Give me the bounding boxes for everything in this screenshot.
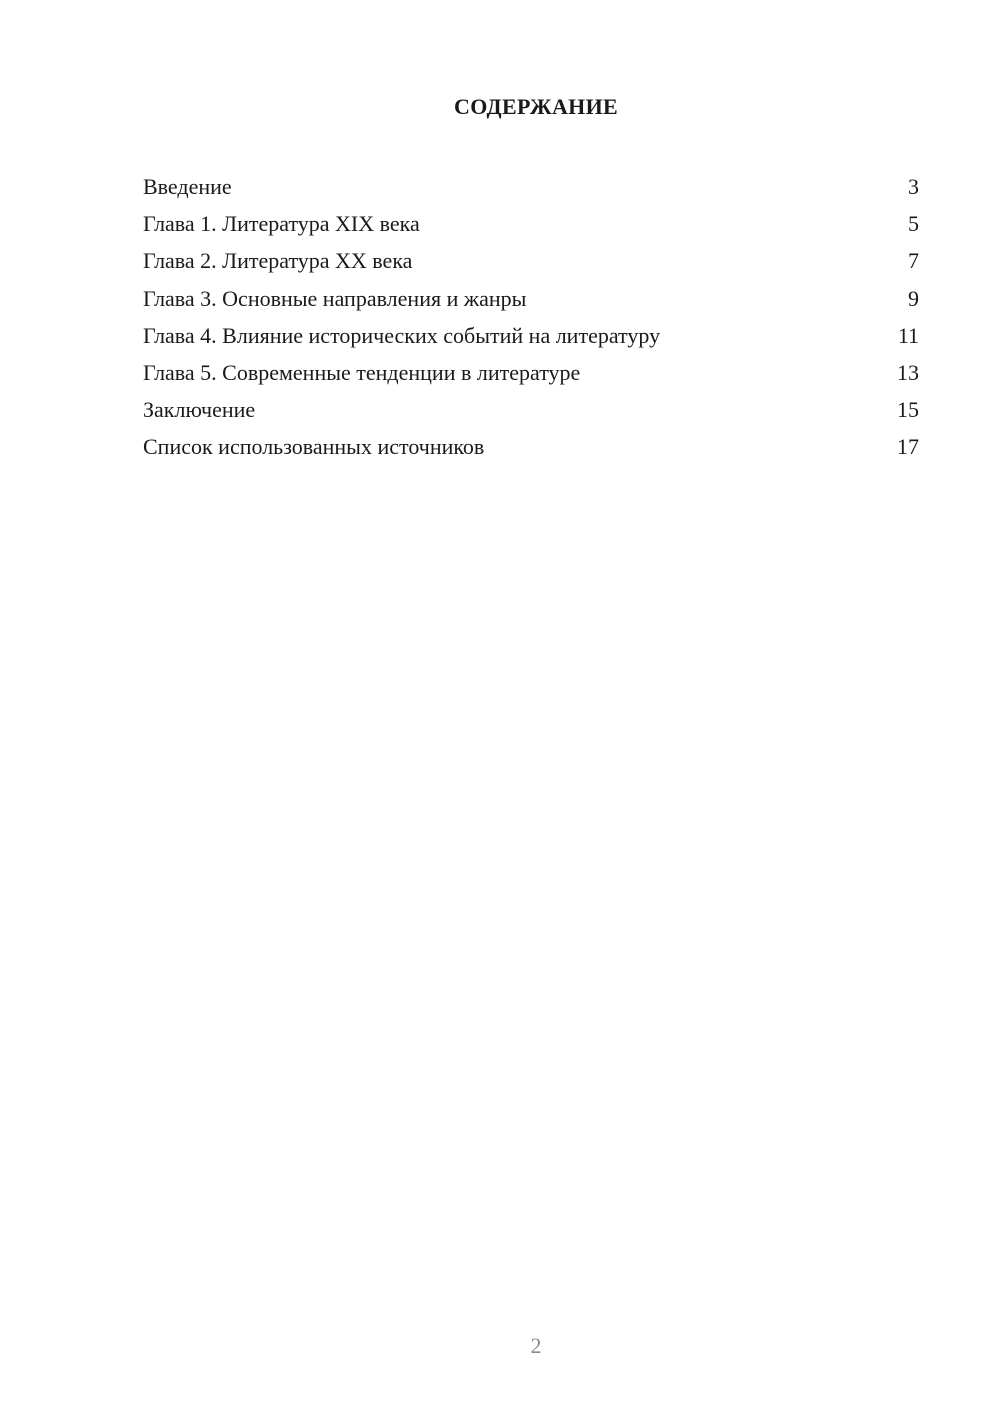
toc-entry bbox=[143, 242, 919, 279]
toc-entry bbox=[143, 354, 919, 391]
toc-entry-label: Глава 3. Основные направления и жанры bbox=[143, 285, 527, 311]
toc-entry-label: Введение bbox=[143, 174, 232, 199]
toc-entry-label: Заключение bbox=[143, 397, 256, 423]
toc-entry-page: 3 bbox=[908, 174, 919, 199]
toc-entry-label: Глава 2. Литература XX века bbox=[143, 248, 413, 274]
toc-entry bbox=[143, 168, 919, 205]
toc-entry-page: 7 bbox=[908, 248, 919, 274]
toc-entry-label: Глава 4. Влияние исторических событий на литературу bbox=[143, 322, 661, 348]
toc-entry-page: 5 bbox=[908, 211, 919, 237]
toc-entry-page: 13 bbox=[897, 359, 919, 385]
toc-entry-page: 11 bbox=[897, 322, 919, 348]
toc-entry-page: 17 bbox=[897, 434, 919, 460]
toc-entry bbox=[143, 391, 919, 428]
toc-entry bbox=[143, 317, 919, 354]
toc-entry bbox=[143, 280, 919, 317]
toc-title: СОДЕРЖАНИЕ bbox=[454, 94, 618, 119]
page-number: 2 bbox=[530, 1333, 542, 1358]
toc-entry-label: Список использованных источников bbox=[143, 434, 485, 460]
toc-entry-label: Глава 5. Современные тенденции в литературе bbox=[143, 359, 581, 385]
toc-list bbox=[143, 168, 919, 466]
toc-entry-label: Глава 1. Литература XIX века bbox=[143, 211, 420, 237]
toc-entry bbox=[143, 428, 919, 465]
toc-entry-page: 9 bbox=[908, 285, 919, 311]
toc-entry bbox=[143, 205, 919, 242]
toc-entry-page: 15 bbox=[897, 397, 919, 423]
